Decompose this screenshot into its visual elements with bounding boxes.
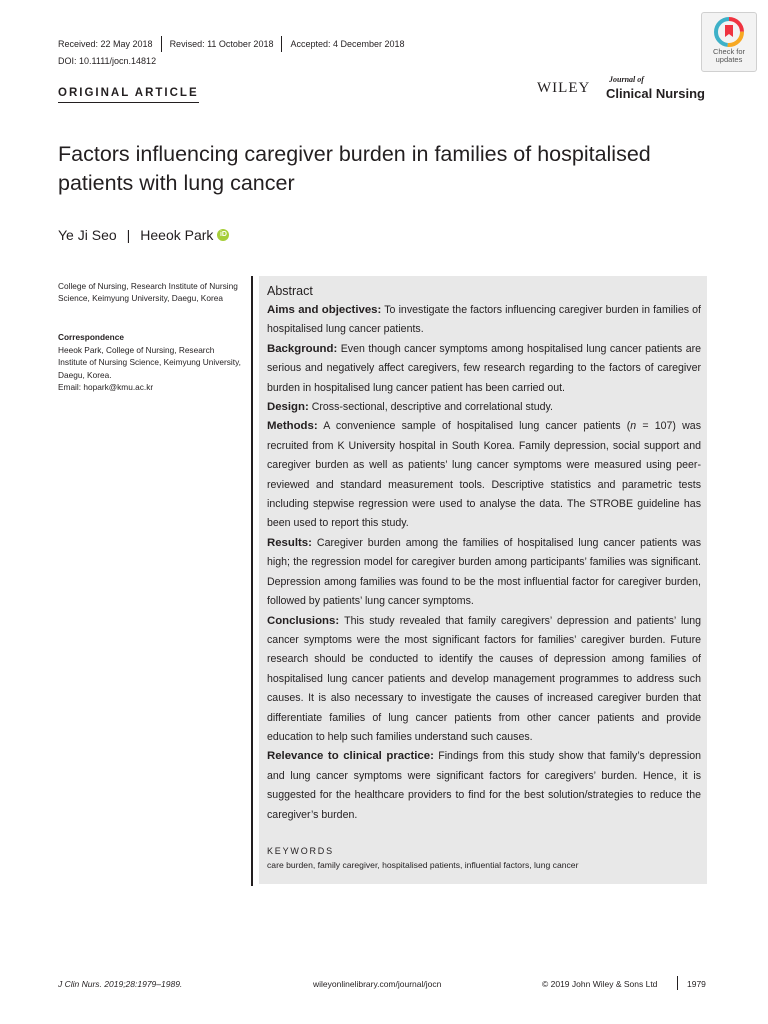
abstract-section-conclusions — [267, 612, 701, 748]
dates-line — [58, 36, 413, 52]
footer-url[interactable]: wileyonlinelibrary.com/journal/jocn — [313, 979, 442, 989]
crossmark-icon — [714, 17, 744, 47]
keywords-list: care burden, family caregiver, hospitalised patients, influential factors, lung cancer — [267, 859, 579, 870]
accepted-date: Accepted: 4 December 2018 — [290, 38, 405, 49]
section-label: Relevance to clinical practice: — [267, 750, 434, 763]
section-text: A convenience sample of hospitalised lung cancer patients ( — [323, 420, 631, 433]
publisher-logo: WILEY — [537, 80, 591, 96]
abstract-heading: Abstract — [267, 284, 313, 298]
section-label: Conclusions: — [267, 614, 340, 627]
footer-citation: J Clin Nurs. 2019;28:1979–1989. — [58, 979, 183, 989]
section-label: Aims and objectives: — [267, 304, 382, 316]
article-title: Factors influencing caregiver burden in families of hospitalised patients with lung cancer — [58, 142, 651, 195]
check-for-updates-button[interactable] — [701, 12, 757, 72]
abstract-rule — [251, 276, 253, 886]
abstract-section-background — [267, 340, 701, 398]
article-type: ORIGINAL ARTICLE — [58, 87, 199, 103]
abstract-section-methods — [267, 417, 701, 533]
orcid-icon[interactable]: iD — [217, 229, 229, 241]
section-text: To investigate the factors influencing caregiver burden in families of hospitalised lung cancer patients. — [267, 304, 701, 336]
doi[interactable]: DOI: 10.1111/jocn.14812 — [58, 56, 157, 66]
section-text: Findings from this study show that family’s depression and lung cancer symptoms were significant factors for caregivers’ burden. Hence, it is suggested for the healthcare providers to find for the best solution/strategies to reduce the caregiver’s burden. — [267, 750, 701, 821]
author-separator: | — [126, 227, 131, 243]
section-text: This study revealed that family caregivers’ depression and patients’ lung cancer symptoms were the most significant factors for families’ caregiver burden. Future research should be conducted to identify the causes of depression among families of hospitalised lung cancer patients and develop management programmes to address such causes. It is also necessary to investigate the causes of increased caregiver burden that differentiate families of lung cancer patients from other cancer patients and provide education to help such families understand such causes. — [267, 614, 701, 743]
abstract-section-design — [267, 398, 701, 417]
received-date: Received: 22 May 2018 — [58, 38, 153, 49]
section-text: Cross-sectional, descriptive and correlational study. — [311, 401, 553, 414]
section-text: Caregiver burden among the families of hospitalised lung cancer patients was high; the regression model for caregiver burden among participants’ families was significant. Depression among families was found to be the most influential factor for caregiver burden, followed by patients’ lung cancer symptoms. — [267, 536, 701, 608]
keywords-heading: KEYWORDS — [267, 845, 334, 856]
correspondence-email[interactable]: Email: hopark@kmu.ac.kr — [58, 381, 154, 392]
abstract-section-aims — [267, 301, 701, 340]
journal-name: Clinical Nursing — [606, 86, 705, 101]
journal-of-label: Journal of — [609, 75, 644, 84]
correspondence-address: Heeok Park, College of Nursing, Research Institute of Nursing Science, Keimyung University, Daegu, Korea. — [58, 345, 241, 380]
check-for-updates-label: Check for updates — [712, 47, 746, 64]
section-label: Results: — [267, 536, 312, 549]
abstract-section-results — [267, 534, 701, 612]
section-label: Design: — [267, 401, 309, 414]
correspondence-block — [58, 344, 243, 393]
section-text: Even though cancer symptoms among hospitalised lung cancer patients are serious and negatively affect caregivers, few research regarding to the factors of caregiver burden in hospitalised lung cancer patient has been carried out. — [267, 342, 701, 394]
abstract-box — [259, 276, 707, 884]
footer-divider — [677, 976, 678, 990]
revised-date: Revised: 11 October 2018 — [169, 38, 274, 49]
author-name[interactable]: Heeok Park — [140, 227, 214, 243]
correspondence-heading: Correspondence — [58, 332, 124, 342]
footer-copyright: © 2019 John Wiley & Sons Ltd — [542, 979, 658, 989]
sample-size-symbol: n — [630, 420, 637, 433]
affiliation: College of Nursing, Research Institute of Nursing Science, Keimyung University, Daegu, Korea — [58, 281, 238, 304]
author-list — [58, 227, 229, 243]
section-label: Methods: — [267, 420, 318, 433]
section-text: = 107) was recruited from K University hospital in South Korea. Family depression, social support and caregiver burden as well as patients’ lung cancer symptoms were measured using peer-reviewed and standard measurement tools. Descriptive statistics and parametric tests including stepwise regression were used to analyse the data. The STROBE guideline has been used to report this study. — [267, 420, 701, 530]
abstract-section-relevance — [267, 747, 701, 825]
author-name[interactable]: Ye Ji Seo — [58, 227, 117, 243]
page-number: 1979 — [687, 979, 706, 989]
section-label: Background: — [267, 342, 338, 355]
